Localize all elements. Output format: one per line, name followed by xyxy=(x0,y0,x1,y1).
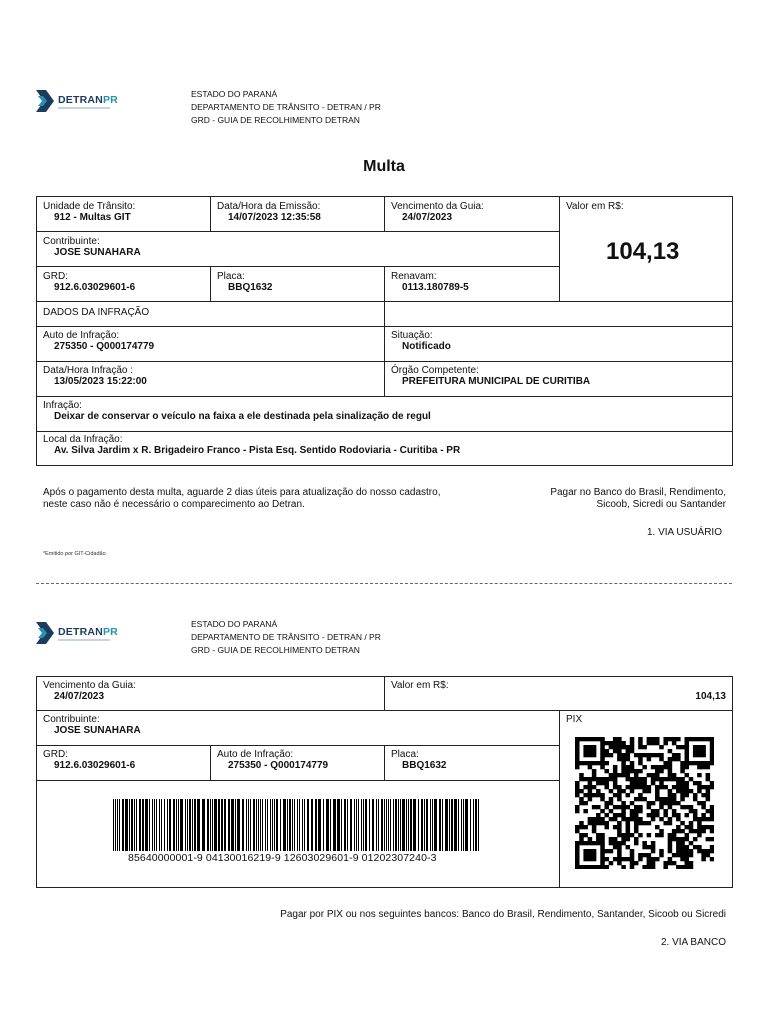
header-guide: GRD - GUIA DE RECOLHIMENTO DETRAN xyxy=(191,115,360,125)
valor-label: Valor em R$: xyxy=(566,201,624,212)
contribuinte-label: Contribuinte: xyxy=(43,236,100,247)
header-department: DEPARTAMENTO DE TRÂNSITO - DETRAN / PR xyxy=(191,632,381,642)
unidade-label: Unidade de Trânsito: xyxy=(43,201,136,212)
local-value: Av. Silva Jardim x R. Brigadeiro Franco - Pista Esq. Sentido Rodoviaria - Curitiba - PR xyxy=(54,445,461,456)
contribuinte-value: JOSE SUNAHARA xyxy=(54,247,141,258)
vencimento-value: 24/07/2023 xyxy=(402,212,453,223)
placa-value-2: BBQ1632 xyxy=(402,760,447,771)
cut-line xyxy=(36,583,732,584)
valor-value-2: 104,13 xyxy=(695,691,726,702)
via-banco: 2. VIA BANCO xyxy=(660,937,726,948)
contribuinte-label-2: Contribuinte: xyxy=(43,714,100,725)
pix-pay-note: Pagar por PIX ou nos seguintes bancos: Banco do Brasil, Rendimento, Santander, Sicoob ou Sicredi xyxy=(280,909,726,920)
dados-infracao-heading: DADOS DA INFRAÇÃO xyxy=(43,307,150,318)
detran-chevron-icon xyxy=(36,90,56,112)
payment-barcode xyxy=(113,799,481,851)
emitido-note: *Emitido por GIT-Cidadão xyxy=(43,551,106,557)
pix-qr-code xyxy=(575,737,714,869)
infracao-value: Deixar de conservar o veículo na faixa a ele destinada pela sinalização de regul xyxy=(54,411,431,422)
auto-value: 275350 - Q000174779 xyxy=(54,341,155,352)
detran-logo-2 xyxy=(36,622,156,650)
valor-value: 104,13 xyxy=(606,238,680,265)
grd-value-2: 912.6.03029601-6 xyxy=(54,760,136,771)
situacao-value: Notificado xyxy=(402,341,451,352)
logo-suffix: PR xyxy=(102,94,118,106)
header-state: ESTADO DO PARANÁ xyxy=(191,89,278,99)
auto-value-2: 275350 - Q000174779 xyxy=(228,760,329,771)
vencimento-value-2: 24/07/2023 xyxy=(54,691,105,702)
vencimento-label: Vencimento da Guia: xyxy=(391,201,484,212)
logo-suffix: PR xyxy=(102,626,118,638)
via-usuario: 1. VIA USUÁRIO xyxy=(646,527,722,538)
auto-label-2: Auto de Infração: xyxy=(217,749,294,760)
logo-name: DETRAN xyxy=(58,626,103,638)
contribuinte-value-2: JOSE SUNAHARA xyxy=(54,725,141,736)
detran-chevron-icon xyxy=(36,622,56,644)
grd-value: 912.6.03029601-6 xyxy=(54,282,136,293)
payment-note: Após o pagamento desta multa, aguarde 2 dias úteis para atualização do nosso cadastro, neste caso não é necessário o comparecimento ao Detran. xyxy=(43,487,441,510)
orgao-value: PREFEITURA MUNICIPAL DE CURITIBA xyxy=(402,376,591,387)
data-infracao-label: Data/Hora Infração : xyxy=(43,365,134,376)
barcode-digits: 85640000001-9 04130016219-9 12603029601-9 01202307240-3 xyxy=(128,852,437,864)
valor-label-2: Valor em R$: xyxy=(391,680,449,691)
emissao-label: Data/Hora da Emissão: xyxy=(217,201,321,212)
header-state: ESTADO DO PARANÁ xyxy=(191,619,278,629)
logo-name: DETRAN xyxy=(58,94,103,106)
placa-label-2: Placa: xyxy=(391,749,419,760)
banks-note: Pagar no Banco do Brasil, Rendimento, Sicoob, Sicredi ou Santander xyxy=(550,487,726,510)
vencimento-label-2: Vencimento da Guia: xyxy=(43,680,136,691)
pix-label: PIX xyxy=(566,714,583,725)
renavam-label: Renavam: xyxy=(391,271,437,282)
header-block xyxy=(191,88,381,127)
placa-value: BBQ1632 xyxy=(228,282,273,293)
grd-label: GRD: xyxy=(43,271,68,282)
unidade-value: 912 - Multas GIT xyxy=(54,212,131,223)
renavam-value: 0113.180789-5 xyxy=(402,282,469,293)
emissao-value: 14/07/2023 12:35:58 xyxy=(228,212,321,223)
page-title: Multa xyxy=(363,158,405,175)
data-infracao-value: 13/05/2023 15:22:00 xyxy=(54,376,147,387)
orgao-label: Órgão Competente: xyxy=(391,365,479,376)
grd-label-2: GRD: xyxy=(43,749,68,760)
auto-label: Auto de Infração: xyxy=(43,330,120,341)
header-guide: GRD - GUIA DE RECOLHIMENTO DETRAN xyxy=(191,645,360,655)
header-department: DEPARTAMENTO DE TRÂNSITO - DETRAN / PR xyxy=(191,102,381,112)
infracao-label: Infração: xyxy=(43,400,82,411)
header-block-2 xyxy=(191,618,381,657)
local-label: Local da Infração: xyxy=(43,434,123,445)
situacao-label: Situação: xyxy=(391,330,433,341)
placa-label: Placa: xyxy=(217,271,245,282)
detran-logo xyxy=(36,90,156,118)
